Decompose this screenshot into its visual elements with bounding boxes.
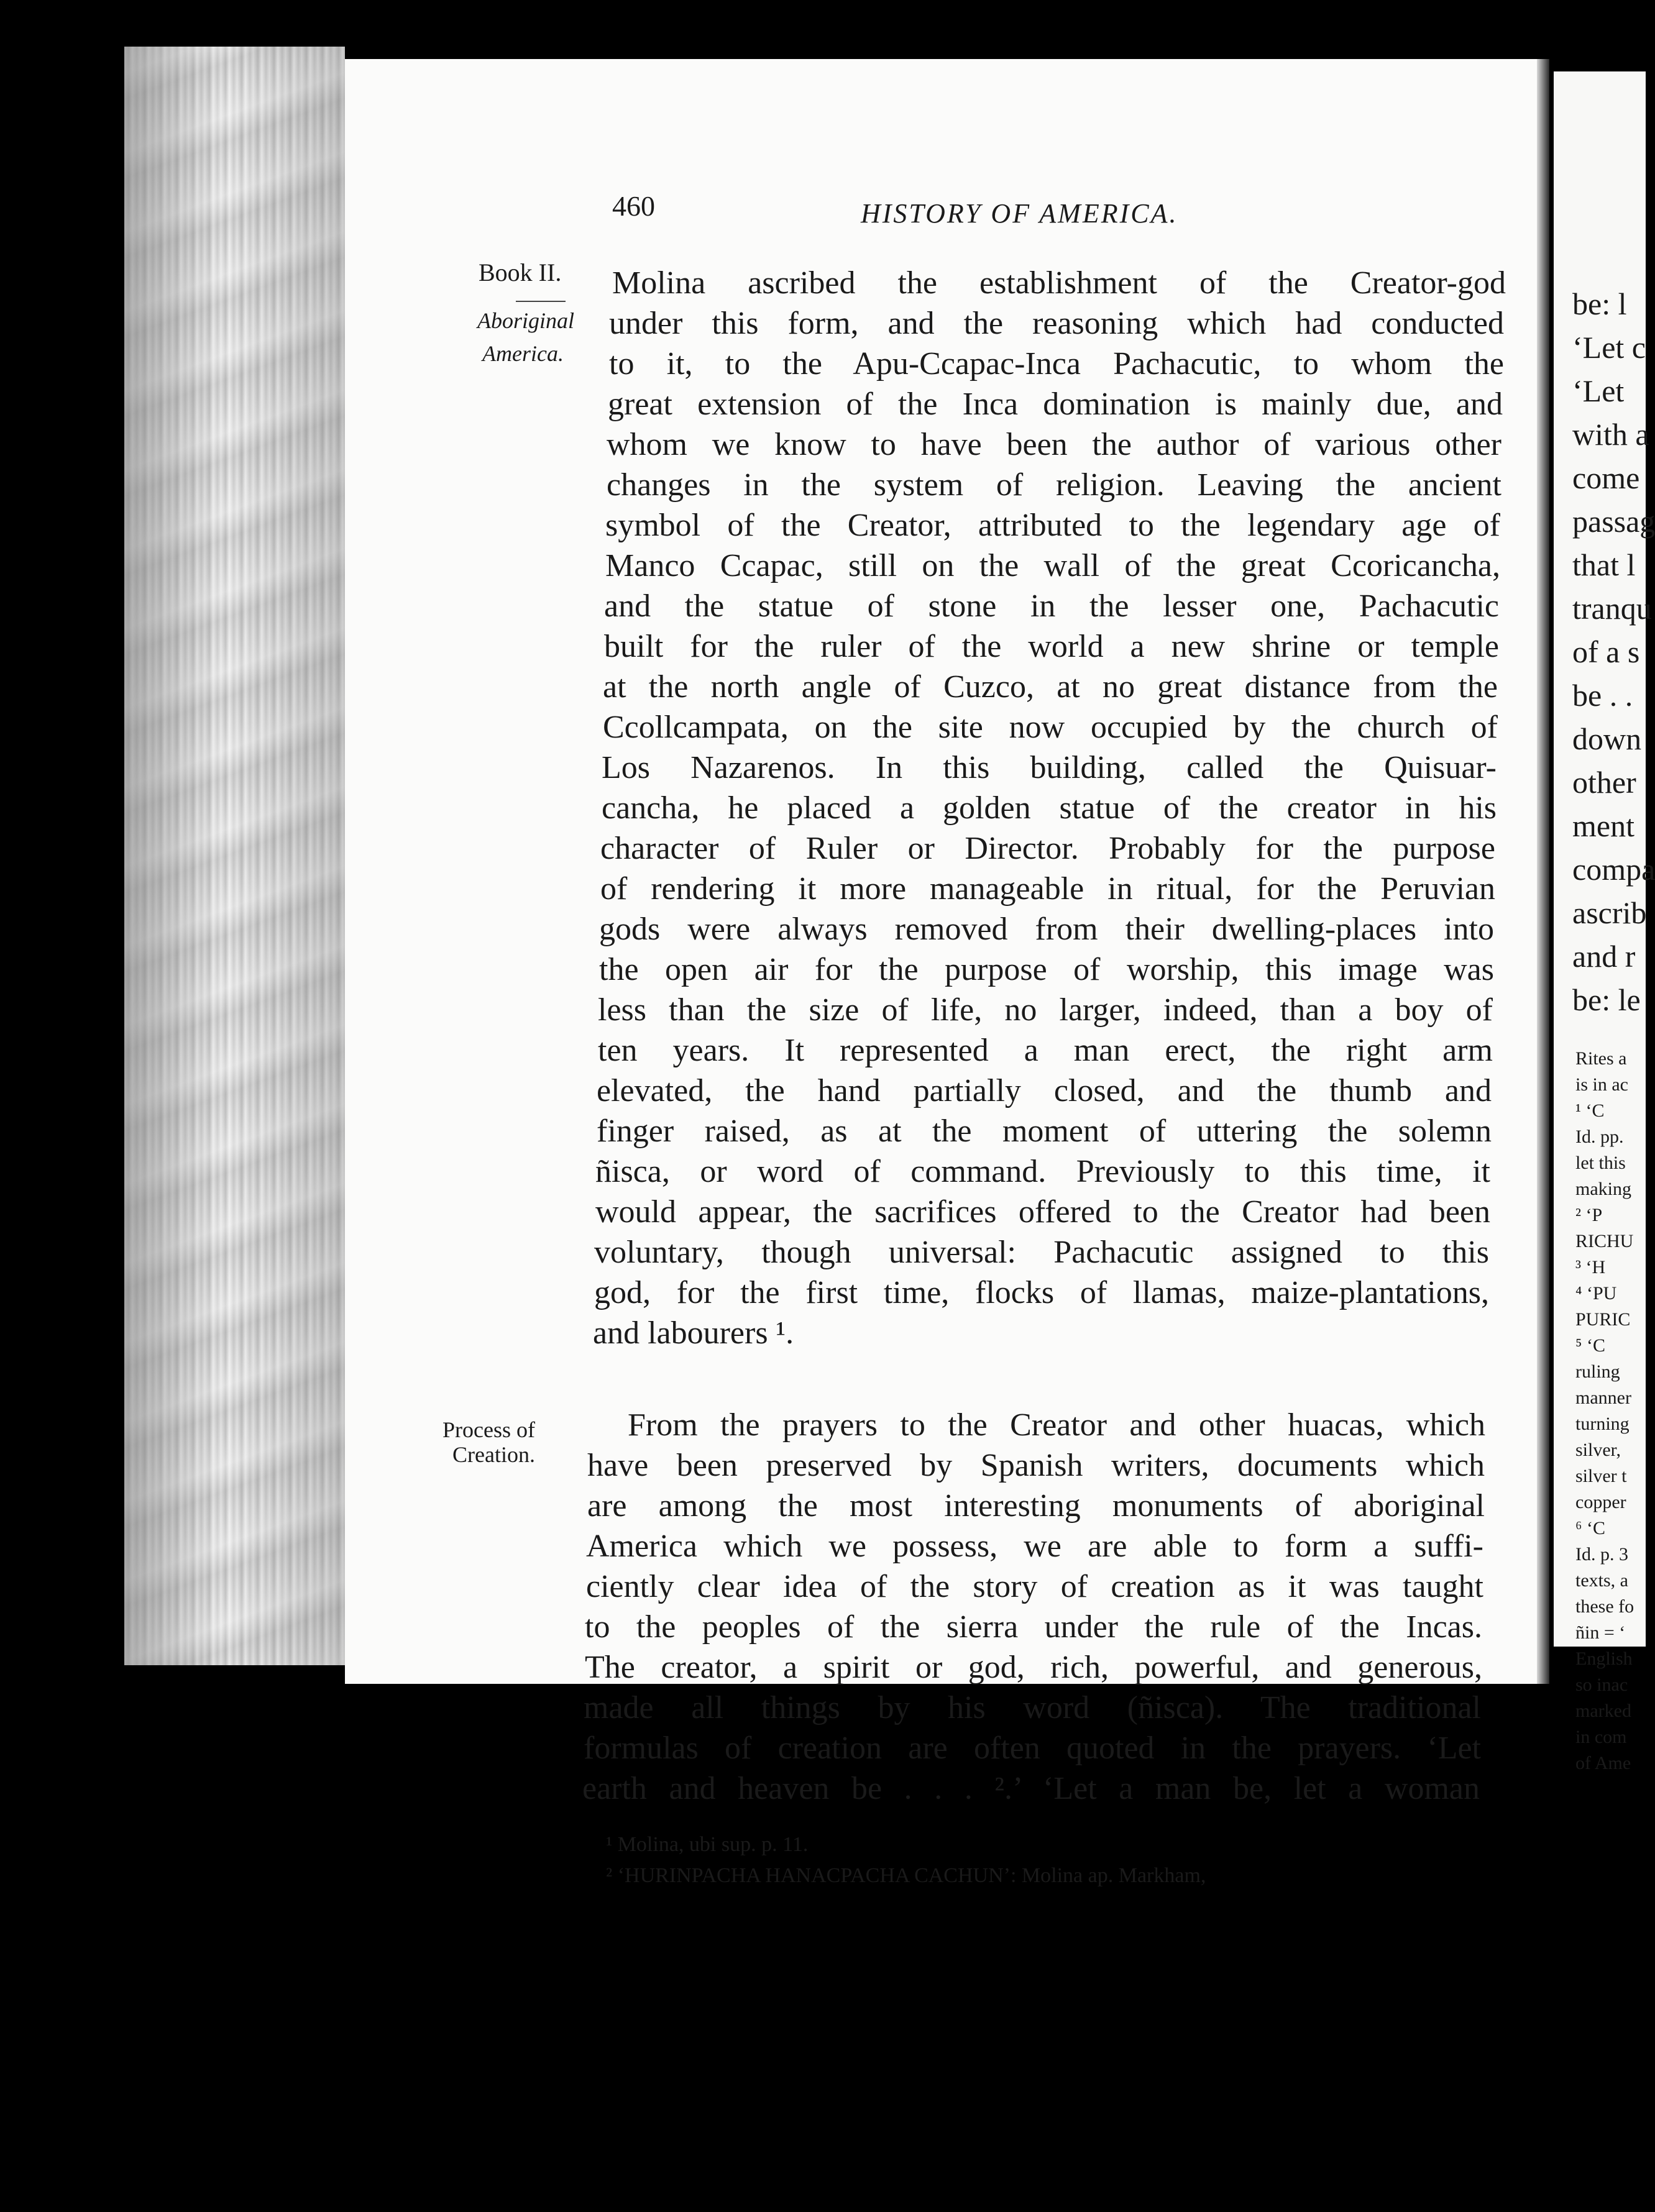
facing-note: ² ‘P <box>1575 1205 1603 1225</box>
text-line: voluntary, though universal: Pachacutic assigned to this <box>594 1235 1489 1270</box>
text-line: the open air for the purpose of worship, this image was <box>599 952 1494 987</box>
facing-line: of a s <box>1572 634 1640 669</box>
facing-note: Rites a <box>1575 1048 1627 1069</box>
text-line: earth and heaven be . . . ².’ ‘Let a man be, let a woman <box>582 1771 1480 1806</box>
text-line: symbol of the Creator, attributed to the legendary age of <box>605 508 1500 543</box>
facing-note: in com <box>1575 1727 1627 1747</box>
margin-process-line1: Process of <box>442 1417 535 1442</box>
text-line: finger raised, as at the moment of uttering the solemn <box>597 1113 1492 1149</box>
facing-note: Id. p. 3 <box>1575 1544 1628 1565</box>
margin-process-line2: Creation. <box>452 1442 535 1467</box>
text-line: would appear, the sacrifices offered to the Creator had been <box>595 1194 1490 1230</box>
facing-note: let this <box>1575 1153 1626 1173</box>
book-gutter <box>1537 59 1549 1684</box>
footnote-2: ² ‘HURINPACHA HANACPACHA CACHUN’: Molina ap. Markham, <box>606 1864 1206 1887</box>
facing-page <box>1554 71 1655 1773</box>
text-line: made all things by his word (ñisca). The traditional <box>584 1690 1481 1725</box>
text-line: of rendering it more manageable in ritual, for the Peruvian <box>600 871 1495 907</box>
facing-line: ascrib <box>1572 895 1647 930</box>
facing-note: texts, a <box>1575 1570 1628 1591</box>
facing-note: silver t <box>1575 1466 1627 1486</box>
facing-line: that l <box>1572 547 1636 582</box>
text-line: less than the size of life, no larger, indeed, than a boy of <box>598 992 1493 1028</box>
facing-note: ⁶ ‘C <box>1575 1518 1605 1538</box>
text-line: elevated, the hand partially closed, and the thumb and <box>597 1073 1492 1108</box>
facing-line: down <box>1572 721 1642 756</box>
margin-book-label: Book II. <box>479 258 562 286</box>
text-line: ñisca, or word of command. Previously to this time, it <box>595 1154 1490 1189</box>
facing-note: ñin = ‘ <box>1575 1622 1626 1643</box>
facing-line: be: le <box>1572 982 1641 1017</box>
facing-line: be: l <box>1572 286 1627 321</box>
facing-line: compa <box>1572 852 1655 887</box>
facing-note: so inac <box>1575 1675 1628 1695</box>
text-line: at the north angle of Cuzco, at no great distance from the <box>603 669 1498 705</box>
text-line: god, for the first time, flocks of llamas, maize-plantations, <box>594 1275 1489 1310</box>
facing-line: passag <box>1572 504 1655 539</box>
text-line: ten years. It represented a man erect, the right arm <box>598 1033 1493 1068</box>
facing-line: ment <box>1572 808 1634 843</box>
facing-line: with a <box>1572 417 1649 452</box>
facing-line: come <box>1572 460 1640 495</box>
facing-note: marked <box>1575 1701 1631 1721</box>
facing-note: RICHU <box>1575 1231 1634 1251</box>
facing-note: of Ame <box>1575 1753 1631 1773</box>
text-line: cancha, he placed a golden statue of the creator in his <box>602 790 1497 826</box>
text-line: The creator, a spirit or god, rich, powerful, and generous, <box>585 1650 1482 1685</box>
facing-note: silver, <box>1575 1440 1621 1460</box>
text-line: gods were always removed from their dwelling-places into <box>599 912 1494 947</box>
text-line: whom we know to have been the author of various other <box>607 427 1501 462</box>
text-line: Manco Ccapac, still on the wall of the great Ccoricancha, <box>605 548 1500 583</box>
text-line: built for the ruler of the world a new shrine or temple <box>604 629 1499 664</box>
margin-rule <box>516 301 566 302</box>
text-line: character of Ruler or Director. Probably for the purpose <box>600 831 1495 866</box>
text-line: Molina ascribed the establishment of the Creator-god <box>612 265 1506 301</box>
text-line: and labourers ¹. <box>593 1315 794 1351</box>
facing-line: other <box>1572 765 1636 800</box>
facing-note: manner <box>1575 1387 1631 1408</box>
text-line: have been preserved by Spanish writers, documents which <box>587 1448 1485 1483</box>
text-line: to it, to the Apu-Ccapac-Inca Pachacutic, to whom the <box>609 346 1504 382</box>
facing-line: be . . <box>1572 678 1633 713</box>
page-edges-shadow <box>124 47 345 1665</box>
facing-line: and r <box>1572 939 1636 974</box>
text-line: under this form, and the reasoning which had conducted <box>609 306 1504 341</box>
facing-note: copper <box>1575 1492 1626 1512</box>
facing-note: Id. pp. <box>1575 1127 1624 1147</box>
facing-line: ‘Let c <box>1572 330 1646 365</box>
text-line: Ccollcampata, on the site now occupied by the church of <box>603 710 1498 745</box>
text-line: From the prayers to the Creator and other huacas, which <box>628 1407 1485 1443</box>
text-line: to the peoples of the sierra under the rule of the Incas. <box>585 1609 1482 1645</box>
text-line: great extension of the Inca domination is mainly due, and <box>608 386 1503 422</box>
footnote-1: ¹ Molina, ubi sup. p. 11. <box>606 1833 809 1856</box>
text-line: ciently clear idea of the story of creation as it was taught <box>586 1569 1483 1604</box>
facing-line: tranqu <box>1572 591 1652 626</box>
facing-note: PURIC <box>1575 1309 1631 1330</box>
facing-note: is in ac <box>1575 1074 1628 1095</box>
text-line: are among the most interesting monuments of aboriginal <box>587 1488 1485 1524</box>
facing-note: English <box>1575 1648 1633 1669</box>
facing-note: turning <box>1575 1414 1630 1434</box>
margin-section-line1: Aboriginal <box>477 308 575 333</box>
facing-note: ¹ ‘C <box>1575 1100 1605 1121</box>
facing-line: ‘Let <box>1572 373 1625 408</box>
margin-section-line2: America. <box>482 341 564 366</box>
page-number: 460 <box>612 190 655 222</box>
text-line: changes in the system of religion. Leaving the ancient <box>607 467 1501 503</box>
text-line: America which we possess, we are able to form a suffi- <box>586 1529 1483 1564</box>
text-line: Los Nazarenos. In this building, called the Quisuar- <box>602 750 1497 785</box>
facing-note: making <box>1575 1179 1631 1199</box>
facing-note: ³ ‘H <box>1575 1257 1606 1277</box>
facing-note: ruling <box>1575 1361 1620 1382</box>
facing-note: these fo <box>1575 1596 1634 1617</box>
running-title: HISTORY OF AMERICA. <box>861 198 1178 229</box>
text-line: and the statue of stone in the lesser one, Pachacutic <box>604 588 1499 624</box>
facing-note: ⁴ ‘PU <box>1575 1283 1617 1304</box>
facing-note: ⁵ ‘C <box>1575 1335 1605 1356</box>
text-line: formulas of creation are often quoted in the prayers. ‘Let <box>584 1730 1481 1766</box>
